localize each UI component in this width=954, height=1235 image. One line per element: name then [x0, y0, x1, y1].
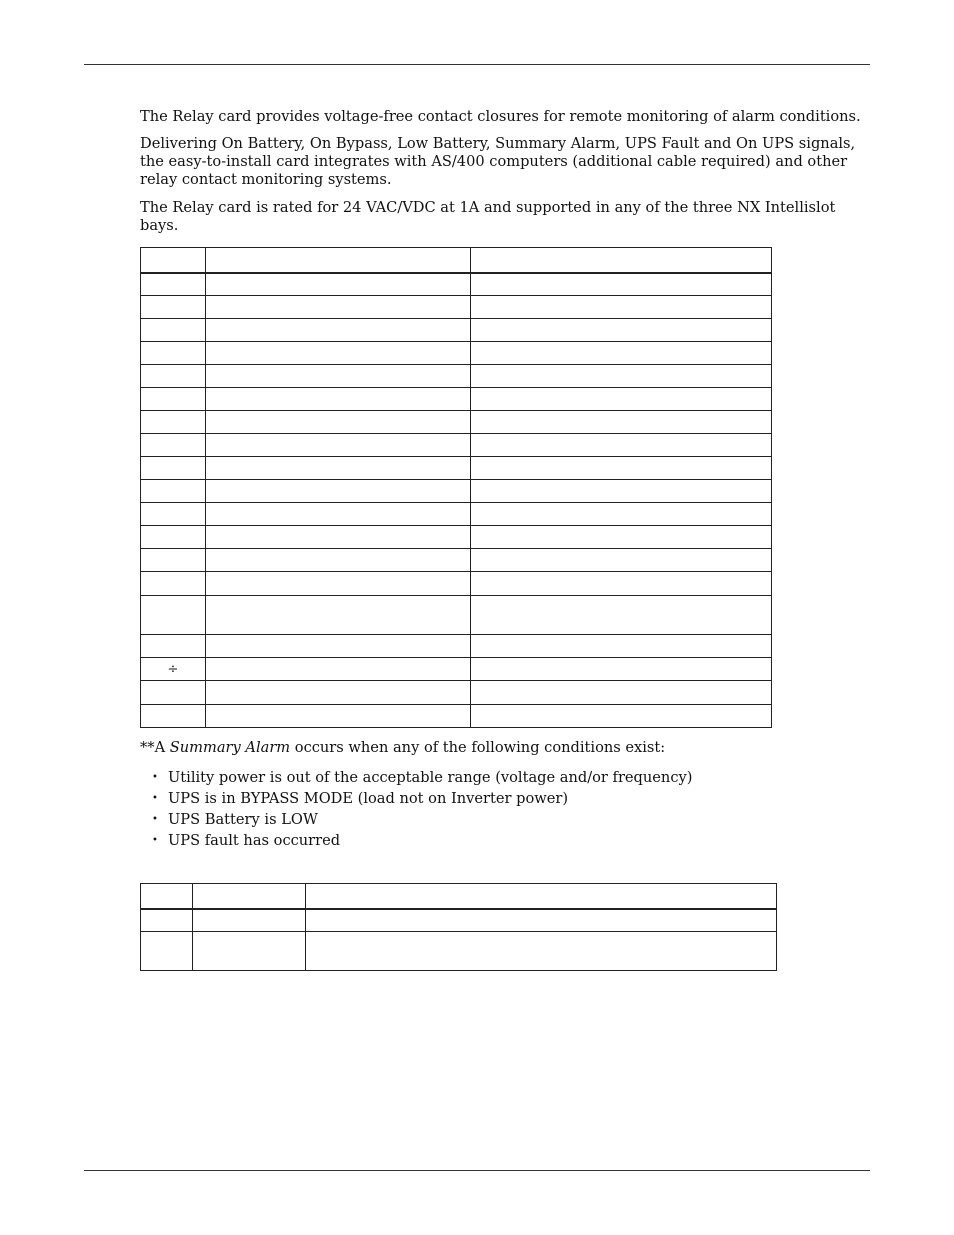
table-cell [206, 549, 471, 572]
summary-alarm-note [140, 739, 665, 757]
table-cell [206, 526, 471, 549]
table-row [141, 526, 772, 549]
table-cell [141, 273, 206, 296]
table-cell [206, 596, 471, 635]
table-cell [471, 411, 772, 434]
table-cell [141, 296, 206, 319]
table-cell [193, 884, 306, 909]
table-cell [141, 572, 206, 596]
table-row [141, 480, 772, 503]
table-cell [471, 705, 772, 728]
table-cell [141, 909, 193, 932]
table-row [141, 342, 772, 365]
table-row [141, 503, 772, 526]
table-row [141, 909, 777, 932]
table-cell [141, 319, 206, 342]
table-row [141, 296, 772, 319]
table-cell [471, 365, 772, 388]
header-rule [84, 64, 870, 65]
footer-rule [84, 1170, 870, 1171]
table-row [141, 434, 772, 457]
table-cell [471, 342, 772, 365]
table-cell [141, 411, 206, 434]
table-cell [471, 681, 772, 705]
table-cell [206, 296, 471, 319]
note-term: Summary Alarm [169, 739, 291, 756]
table-row [141, 681, 772, 705]
table-cell [206, 319, 471, 342]
table-row [141, 635, 772, 658]
table-row [141, 705, 772, 728]
table-cell [141, 365, 206, 388]
table-cell [471, 296, 772, 319]
table-row [141, 273, 772, 296]
table-row [141, 388, 772, 411]
table-cell [141, 248, 206, 273]
table-row [141, 572, 772, 596]
table-cell [206, 705, 471, 728]
table-cell [141, 932, 193, 971]
intro-paragraph-3: The Relay card is rated for 24 VAC/VDC at 1A and supported in any of the three NX Intellislot bays. [140, 199, 836, 234]
table-cell [306, 932, 777, 971]
table-row [141, 932, 777, 971]
table-cell [206, 365, 471, 388]
table-cell [141, 635, 206, 658]
table-cell [193, 932, 306, 971]
table-cell [206, 681, 471, 705]
table-cell [206, 503, 471, 526]
table-cell [471, 572, 772, 596]
table-cell [306, 909, 777, 932]
table-cell [206, 480, 471, 503]
table-cell [471, 434, 772, 457]
table-cell [206, 635, 471, 658]
table-cell [206, 572, 471, 596]
table-cell [206, 434, 471, 457]
table-cell [306, 884, 777, 909]
table-cell [141, 388, 206, 411]
table-cell [141, 434, 206, 457]
table-cell [141, 457, 206, 480]
table-cell [206, 658, 471, 681]
table-cell: ÷ [141, 658, 206, 681]
table-cell [206, 248, 471, 273]
list-item: • UPS fault has occurred [152, 830, 692, 851]
table-row [141, 365, 772, 388]
table-row [141, 411, 772, 434]
table-row [141, 549, 772, 572]
list-item: • UPS is in BYPASS MODE (load not on Inverter power) [152, 788, 692, 809]
table-cell [471, 273, 772, 296]
table-cell [206, 273, 471, 296]
table-cell [471, 457, 772, 480]
table-cell [141, 549, 206, 572]
intro-paragraph-1: The Relay card provides voltage-free contact closures for remote monitoring of alarm conditions. [140, 108, 861, 125]
list-item: • UPS Battery is LOW [152, 809, 692, 830]
table-header-row [141, 884, 777, 909]
note-suffix: occurs when any of the following conditions exist: [290, 739, 666, 756]
table-cell [471, 526, 772, 549]
table-cell [141, 342, 206, 365]
second-table [140, 883, 777, 971]
relay-pin-table [140, 247, 772, 728]
table-cell [471, 658, 772, 681]
table-cell [141, 526, 206, 549]
table-row [141, 319, 772, 342]
table-cell [141, 480, 206, 503]
table-row [141, 596, 772, 635]
table-row [141, 658, 772, 681]
table-cell [471, 319, 772, 342]
table-cell [141, 681, 206, 705]
intro-paragraph-2: Delivering On Battery, On Bypass, Low Battery, Summary Alarm, UPS Fault and On UPS signals, the easy-to-install card integrates with AS/400 computers (additional cable required) and other relay contact monitoring systems. [140, 135, 856, 188]
table-cell [141, 705, 206, 728]
table-cell [471, 503, 772, 526]
table-cell [471, 480, 772, 503]
table-cell [471, 549, 772, 572]
table-cell [471, 248, 772, 273]
table-header-row [141, 248, 772, 273]
table-cell [141, 884, 193, 909]
table-cell [206, 457, 471, 480]
summary-alarm-conditions [152, 767, 692, 851]
table-cell [193, 909, 306, 932]
table-cell [141, 503, 206, 526]
note-prefix: **A [140, 739, 170, 756]
table-cell [471, 388, 772, 411]
table-cell [471, 635, 772, 658]
table-cell [206, 388, 471, 411]
list-item: • Utility power is out of the acceptable range (voltage and/or frequency) [152, 767, 692, 788]
table-cell [206, 411, 471, 434]
table-cell [471, 596, 772, 635]
table-cell [206, 342, 471, 365]
table-row [141, 457, 772, 480]
table-cell [141, 596, 206, 635]
